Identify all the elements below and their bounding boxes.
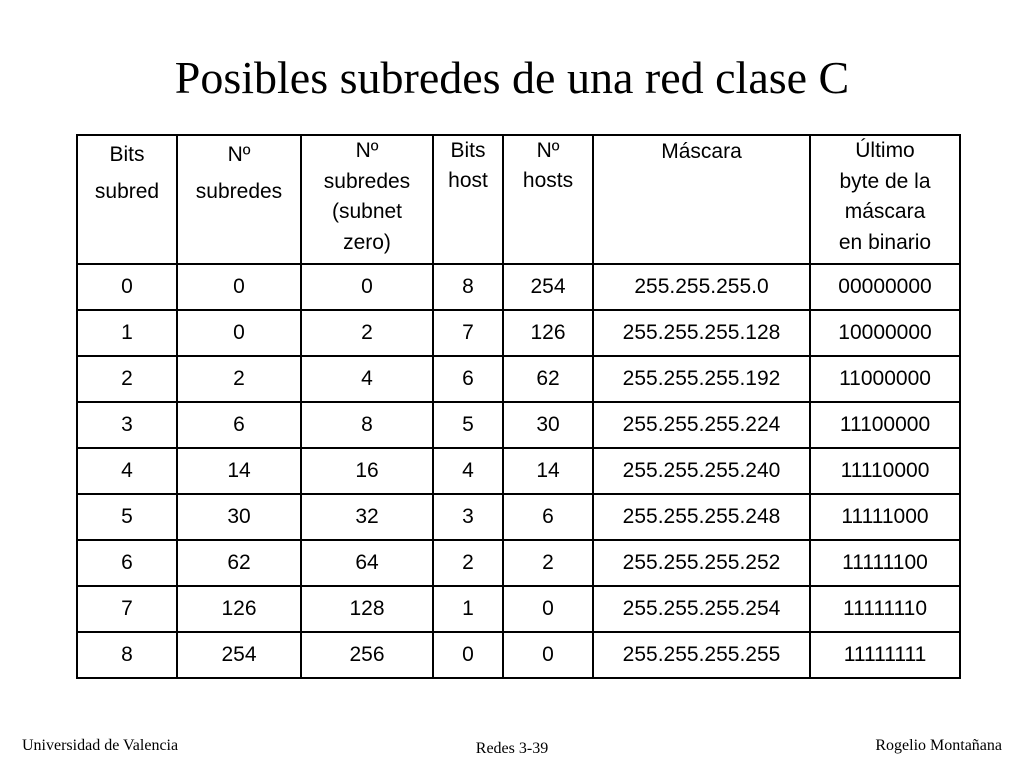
cell-mascara: 255.255.255.252 xyxy=(593,540,810,586)
table-row xyxy=(77,494,960,540)
header-row xyxy=(77,135,960,264)
cell-bits-subred: 4 xyxy=(77,448,177,494)
table-row xyxy=(77,448,960,494)
cell-ultimo-byte: 11111100 xyxy=(810,540,960,586)
cell-num-hosts: 0 xyxy=(503,586,593,632)
cell-bits-host: 2 xyxy=(433,540,503,586)
cell-num-subredes-subnet-zero: 8 xyxy=(301,402,433,448)
cell-num-hosts: 30 xyxy=(503,402,593,448)
header-num-subredes: Nº subredes xyxy=(177,135,301,264)
cell-num-hosts: 126 xyxy=(503,310,593,356)
cell-num-subredes: 6 xyxy=(177,402,301,448)
cell-bits-host: 0 xyxy=(433,632,503,678)
header-mascara: Máscara xyxy=(593,135,810,264)
cell-bits-subred: 3 xyxy=(77,402,177,448)
cell-bits-subred: 1 xyxy=(77,310,177,356)
header-bits-host: Bits host xyxy=(433,135,503,264)
table-body xyxy=(77,264,960,678)
cell-bits-subred: 2 xyxy=(77,356,177,402)
cell-ultimo-byte: 11111000 xyxy=(810,494,960,540)
cell-num-subredes-subnet-zero: 0 xyxy=(301,264,433,310)
cell-num-subredes-subnet-zero: 32 xyxy=(301,494,433,540)
cell-mascara: 255.255.255.240 xyxy=(593,448,810,494)
cell-num-subredes-subnet-zero: 64 xyxy=(301,540,433,586)
header-bits-subred: Bits subred xyxy=(77,135,177,264)
slide-title: Posibles subredes de una red clase C xyxy=(174,52,850,103)
table-header xyxy=(77,135,960,264)
table-row xyxy=(77,310,960,356)
cell-num-subredes: 126 xyxy=(177,586,301,632)
cell-bits-subred: 8 xyxy=(77,632,177,678)
cell-bits-subred: 5 xyxy=(77,494,177,540)
cell-mascara: 255.255.255.224 xyxy=(593,402,810,448)
cell-bits-host: 1 xyxy=(433,586,503,632)
cell-num-hosts: 6 xyxy=(503,494,593,540)
cell-bits-host: 8 xyxy=(433,264,503,310)
header-num-subredes-subnet-zero: Nº subredes (subnet zero) xyxy=(301,135,433,264)
cell-ultimo-byte: 11111111 xyxy=(810,632,960,678)
cell-num-subredes: 30 xyxy=(177,494,301,540)
header-ultimo-byte: Último byte de la máscara en binario xyxy=(810,135,960,264)
cell-num-subredes-subnet-zero: 16 xyxy=(301,448,433,494)
footer-page-number: Redes 3-39 xyxy=(475,740,549,757)
cell-ultimo-byte: 11110000 xyxy=(810,448,960,494)
cell-bits-subred: 7 xyxy=(77,586,177,632)
cell-num-subredes: 0 xyxy=(177,310,301,356)
cell-ultimo-byte: 10000000 xyxy=(810,310,960,356)
cell-num-subredes-subnet-zero: 2 xyxy=(301,310,433,356)
cell-mascara: 255.255.255.254 xyxy=(593,586,810,632)
cell-mascara: 255.255.255.255 xyxy=(593,632,810,678)
table-row xyxy=(77,632,960,678)
cell-bits-host: 3 xyxy=(433,494,503,540)
cell-mascara: 255.255.255.192 xyxy=(593,356,810,402)
cell-ultimo-byte: 11100000 xyxy=(810,402,960,448)
footer-author: Rogelio Montañana xyxy=(875,737,1002,754)
cell-ultimo-byte: 00000000 xyxy=(810,264,960,310)
table-row xyxy=(77,540,960,586)
cell-num-subredes-subnet-zero: 4 xyxy=(301,356,433,402)
cell-bits-host: 7 xyxy=(433,310,503,356)
cell-num-subredes: 254 xyxy=(177,632,301,678)
cell-num-hosts: 2 xyxy=(503,540,593,586)
cell-mascara: 255.255.255.128 xyxy=(593,310,810,356)
cell-ultimo-byte: 11111110 xyxy=(810,586,960,632)
cell-bits-subred: 6 xyxy=(77,540,177,586)
cell-num-hosts: 0 xyxy=(503,632,593,678)
subnet-table xyxy=(76,134,961,679)
cell-bits-subred: 0 xyxy=(77,264,177,310)
cell-num-subredes-subnet-zero: 128 xyxy=(301,586,433,632)
cell-num-subredes: 14 xyxy=(177,448,301,494)
cell-num-subredes: 62 xyxy=(177,540,301,586)
cell-bits-host: 5 xyxy=(433,402,503,448)
table-row xyxy=(77,586,960,632)
footer-university: Universidad de Valencia xyxy=(22,737,179,754)
table-row xyxy=(77,264,960,310)
header-num-hosts: Nº hosts xyxy=(503,135,593,264)
cell-ultimo-byte: 11000000 xyxy=(810,356,960,402)
cell-num-hosts: 62 xyxy=(503,356,593,402)
table-row xyxy=(77,402,960,448)
cell-num-subredes: 2 xyxy=(177,356,301,402)
cell-num-hosts: 14 xyxy=(503,448,593,494)
cell-mascara: 255.255.255.248 xyxy=(593,494,810,540)
cell-bits-host: 4 xyxy=(433,448,503,494)
cell-num-subredes: 0 xyxy=(177,264,301,310)
cell-bits-host: 6 xyxy=(433,356,503,402)
cell-num-subredes-subnet-zero: 256 xyxy=(301,632,433,678)
cell-num-hosts: 254 xyxy=(503,264,593,310)
table-row xyxy=(77,356,960,402)
cell-mascara: 255.255.255.0 xyxy=(593,264,810,310)
